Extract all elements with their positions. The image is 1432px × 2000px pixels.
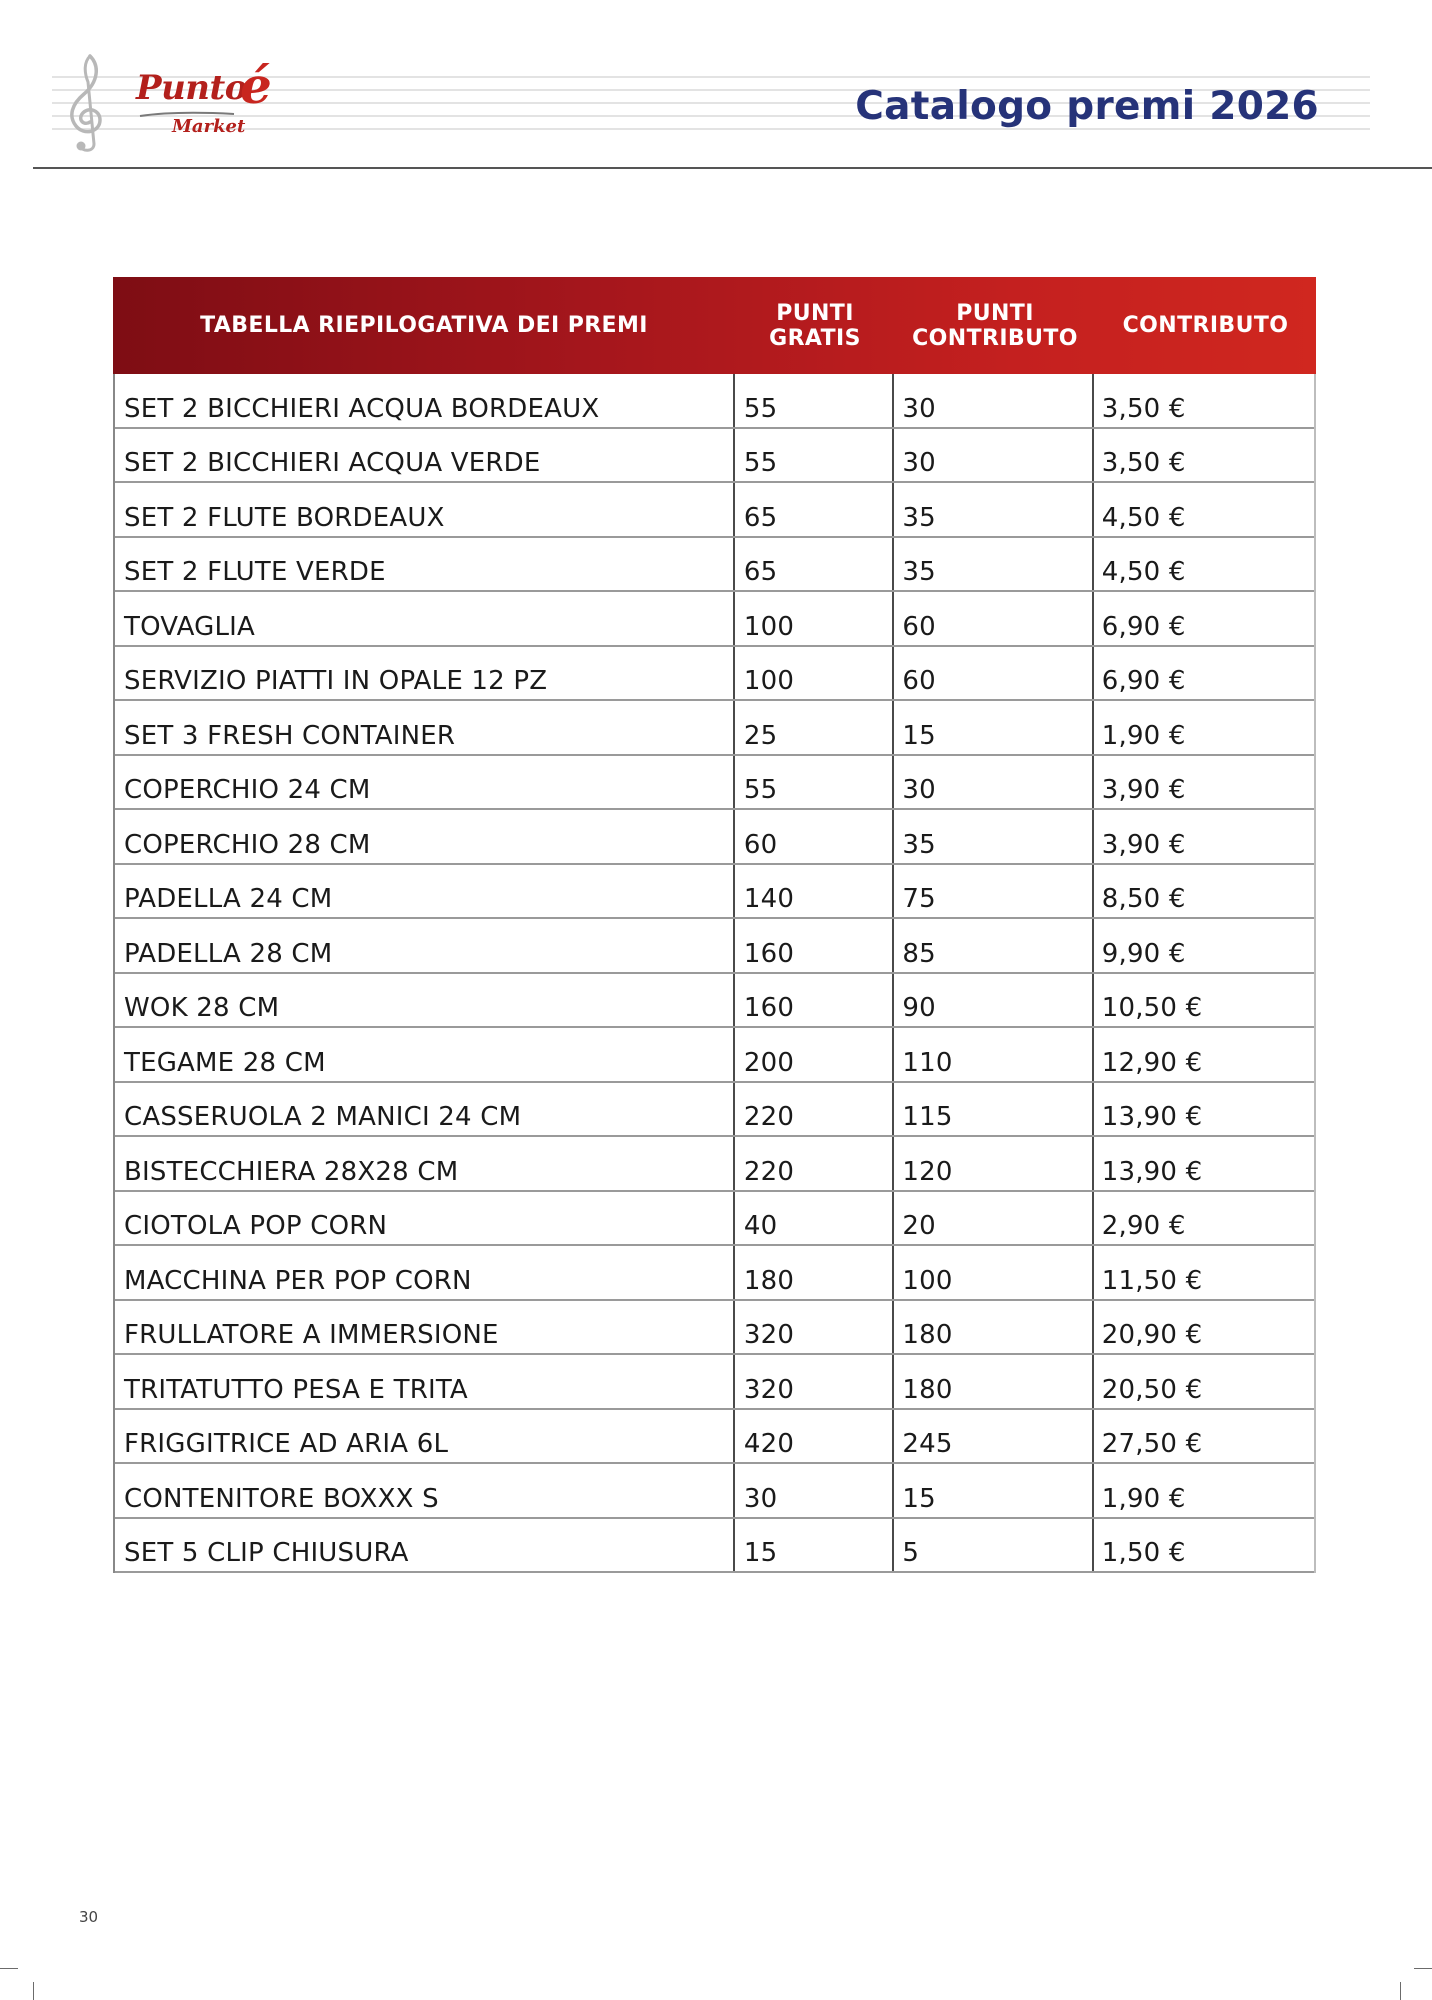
prize-name-cell: TOVAGLIA — [115, 592, 735, 645]
column-header-contribution-price — [1095, 277, 1316, 374]
table-row — [115, 1519, 1314, 1574]
contribution-points-cell: 15 — [894, 1464, 1093, 1517]
free-points-cell: 100 — [735, 592, 894, 645]
prize-name-cell: TEGAME 28 CM — [115, 1028, 735, 1081]
contribution-points-cell: 115 — [894, 1083, 1093, 1136]
free-points-cell: 30 — [735, 1464, 894, 1517]
table-row — [115, 919, 1314, 974]
prize-name-cell: FRIGGITRICE AD ARIA 6L — [115, 1410, 735, 1463]
free-points-cell: 420 — [735, 1410, 894, 1463]
header-divider — [33, 167, 1432, 169]
free-points-cell: 160 — [735, 919, 894, 972]
column-header-contribution-points — [895, 277, 1095, 374]
column-header-prize — [113, 277, 735, 374]
free-points-cell: 55 — [735, 429, 894, 482]
contribution-points-cell: 60 — [894, 647, 1093, 700]
contribution-points-cell: 30 — [894, 756, 1093, 809]
table-row — [115, 1028, 1314, 1083]
free-points-cell: 100 — [735, 647, 894, 700]
crop-mark-bottom-right-v — [1400, 1982, 1401, 2000]
free-points-cell: 160 — [735, 974, 894, 1027]
contribution-points-cell: 75 — [894, 865, 1093, 918]
contribution-price-cell: 1,50 € — [1101, 1538, 1186, 1568]
free-points-cell: 60 — [735, 810, 894, 863]
contribution-points-cell: 30 — [894, 429, 1093, 482]
free-points-cell: 320 — [735, 1301, 894, 1354]
contribution-price-cell: 1,90 € — [1101, 720, 1186, 751]
crop-mark-bottom-left-v — [33, 1982, 34, 2000]
page-number: 30 — [79, 1908, 99, 1926]
prize-name-cell: PADELLA 24 CM — [115, 865, 735, 918]
table-row — [115, 756, 1314, 811]
prize-name-cell: SET 5 CLIP CHIUSURA — [115, 1519, 735, 1572]
free-points-cell: 180 — [735, 1246, 894, 1299]
table-row — [115, 810, 1314, 865]
prize-name-cell: COPERCHIO 28 CM — [115, 810, 735, 863]
table-row — [115, 1464, 1314, 1519]
contribution-points-cell: 85 — [894, 919, 1093, 972]
table-row — [115, 1083, 1314, 1138]
contribution-price-cell: 3,50 € — [1101, 448, 1186, 478]
table-row — [115, 483, 1314, 538]
contribution-price-cell: 4,50 € — [1101, 502, 1186, 533]
free-points-cell: 220 — [735, 1137, 894, 1190]
logo-wordmark: Punto — [136, 68, 247, 108]
contribution-points-cell: 180 — [894, 1301, 1093, 1354]
crop-mark-bottom-left-h — [0, 1968, 18, 1969]
contribution-price-cell: 12,90 € — [1101, 1047, 1203, 1078]
contribution-points-cell: 180 — [894, 1355, 1093, 1408]
prize-name-cell: SERVIZIO PIATTI IN OPALE 12 PZ — [115, 647, 735, 700]
free-points-cell: 40 — [735, 1192, 894, 1245]
table-row — [115, 701, 1314, 756]
prize-name-cell: TRITATUTTO PESA E TRITA — [115, 1355, 735, 1408]
table-row — [115, 1137, 1314, 1192]
contribution-price-cell: 20,50 € — [1101, 1374, 1203, 1405]
contribution-points-cell: 60 — [894, 592, 1093, 645]
table-row — [115, 374, 1314, 429]
logo-subtitle: Market — [172, 116, 246, 137]
contribution-price-cell: 27,50 € — [1101, 1429, 1203, 1459]
contribution-price-cell: 3,50 € — [1101, 393, 1186, 424]
prize-name-cell: SET 2 FLUTE BORDEAUX — [115, 483, 735, 536]
page-title: Catalogo premi 2026 — [855, 84, 1319, 129]
contribution-price-cell: 4,50 € — [1101, 557, 1186, 587]
prize-name-cell: MACCHINA PER POP CORN — [115, 1246, 735, 1299]
contribution-points-cell: 35 — [894, 483, 1093, 536]
column-header-contribution-points-line1: PUNTI — [956, 300, 1034, 326]
contribution-price-cell: 13,90 € — [1101, 1156, 1203, 1187]
contribution-price-cell: 3,90 € — [1101, 775, 1186, 805]
column-header-contribution-price-label: CONTRIBUTO — [1122, 313, 1289, 338]
logo-accent-letter: é — [240, 56, 272, 115]
crop-mark-bottom-right-h — [1414, 1968, 1432, 1969]
free-points-cell: 220 — [735, 1083, 894, 1136]
contribution-price-cell: 11,50 € — [1101, 1265, 1203, 1296]
contribution-points-cell: 5 — [894, 1519, 1093, 1572]
prize-name-cell: SET 3 FRESH CONTAINER — [115, 701, 735, 754]
table-row — [115, 592, 1314, 647]
contribution-points-cell: 245 — [894, 1410, 1093, 1463]
table-body — [113, 374, 1316, 1573]
prize-name-cell: WOK 28 CM — [115, 974, 735, 1027]
contribution-price-cell: 6,90 € — [1101, 611, 1186, 642]
table-row — [115, 865, 1314, 920]
table-row — [115, 1410, 1314, 1465]
table-row — [115, 1355, 1314, 1410]
contribution-points-cell: 35 — [894, 810, 1093, 863]
contribution-points-cell: 110 — [894, 1028, 1093, 1081]
table-row — [115, 1192, 1314, 1247]
table-header-row — [113, 277, 1316, 374]
free-points-cell: 15 — [735, 1519, 894, 1572]
treble-clef-icon — [60, 52, 112, 154]
column-header-prize-label: TABELLA RIEPILOGATIVA DEI PREMI — [200, 313, 648, 338]
table-row — [115, 974, 1314, 1029]
table-row — [115, 538, 1314, 593]
prize-name-cell: PADELLA 28 CM — [115, 919, 735, 972]
contribution-price-cell: 13,90 € — [1101, 1102, 1203, 1132]
contribution-points-cell: 120 — [894, 1137, 1093, 1190]
prize-name-cell: SET 2 FLUTE VERDE — [115, 538, 735, 591]
prize-name-cell: CASSERUOLA 2 MANICI 24 CM — [115, 1083, 735, 1136]
prize-name-cell: COPERCHIO 24 CM — [115, 756, 735, 809]
punto-e-market-logo — [132, 56, 292, 144]
free-points-cell: 25 — [735, 701, 894, 754]
page-header — [0, 0, 1432, 170]
contribution-points-cell: 100 — [894, 1246, 1093, 1299]
table-row — [115, 647, 1314, 702]
contribution-price-cell: 10,50 € — [1101, 993, 1203, 1023]
free-points-cell: 320 — [735, 1355, 894, 1408]
contribution-points-cell: 15 — [894, 701, 1093, 754]
prize-name-cell: SET 2 BICCHIERI ACQUA VERDE — [115, 429, 735, 482]
prize-name-cell: CIOTOLA POP CORN — [115, 1192, 735, 1245]
free-points-cell: 200 — [735, 1028, 894, 1081]
contribution-price-cell: 9,90 € — [1101, 938, 1186, 969]
table-row — [115, 1246, 1314, 1301]
contribution-price-cell: 6,90 € — [1101, 666, 1186, 696]
prize-name-cell: FRULLATORE A IMMERSIONE — [115, 1301, 735, 1354]
prize-name-cell: BISTECCHIERA 28X28 CM — [115, 1137, 735, 1190]
contribution-points-cell: 20 — [894, 1192, 1093, 1245]
table-row — [115, 1301, 1314, 1356]
contribution-price-cell: 20,90 € — [1101, 1320, 1203, 1350]
column-header-free-points — [735, 277, 895, 374]
contribution-points-cell: 30 — [894, 374, 1093, 427]
free-points-cell: 65 — [735, 538, 894, 591]
table-row — [115, 429, 1314, 484]
free-points-cell: 140 — [735, 865, 894, 918]
prize-name-cell: CONTENITORE BOXXX S — [115, 1464, 735, 1517]
column-header-contribution-points-line2: CONTRIBUTO — [912, 325, 1078, 351]
prize-summary-table — [113, 277, 1316, 1573]
free-points-cell: 55 — [735, 374, 894, 427]
prize-name-cell: SET 2 BICCHIERI ACQUA BORDEAUX — [115, 374, 735, 427]
free-points-cell: 65 — [735, 483, 894, 536]
contribution-price-cell: 3,90 € — [1101, 829, 1186, 860]
contribution-points-cell: 35 — [894, 538, 1093, 591]
free-points-cell: 55 — [735, 756, 894, 809]
contribution-price-cell: 2,90 € — [1101, 1211, 1186, 1241]
contribution-price-cell: 1,90 € — [1101, 1483, 1186, 1514]
contribution-price-cell: 8,50 € — [1101, 884, 1186, 914]
contribution-points-cell: 90 — [894, 974, 1093, 1027]
column-header-free-points-line1: PUNTI — [776, 300, 854, 326]
column-header-free-points-line2: GRATIS — [769, 325, 861, 351]
